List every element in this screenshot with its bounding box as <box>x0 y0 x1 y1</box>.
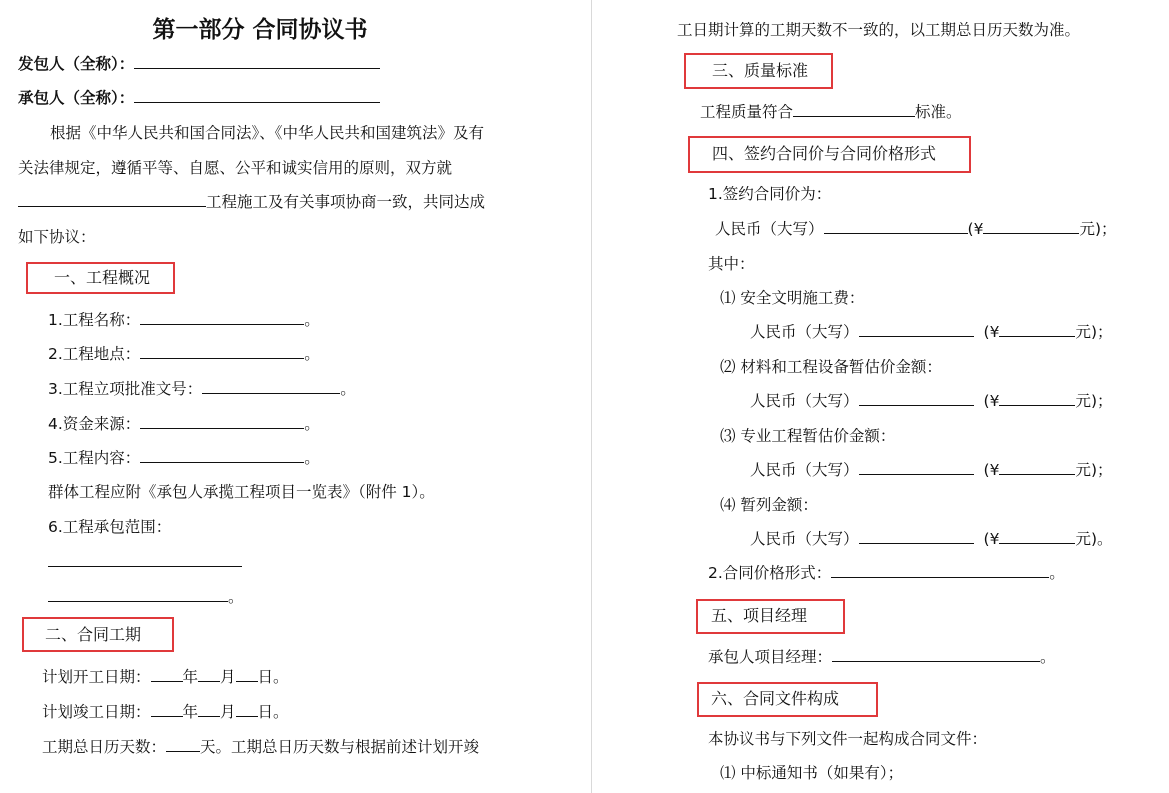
finish-day-blank <box>236 701 258 717</box>
rmb-upper-label: 人民币（大写） <box>715 220 824 238</box>
price-upper-blank <box>824 218 968 234</box>
start-month-blank <box>198 666 220 682</box>
sub-material-estimate: ⑵ 材料和工程设备暂估价金额： <box>720 358 942 376</box>
contract-price-label: 1.签约合同价为： <box>708 185 832 203</box>
item-project-location <box>48 343 320 365</box>
item-project-location-label: 2.工程地点： <box>48 345 141 363</box>
safety-upper-blank <box>859 321 974 337</box>
quality-label: 工程质量符合 <box>700 103 794 121</box>
section-heading-6 <box>697 682 878 717</box>
month-label: 月 <box>220 668 236 686</box>
contractor-label: 承包人（全称）： <box>18 89 135 107</box>
section-heading-5-text: 五、项目经理 <box>711 606 808 625</box>
price-form-line <box>708 562 1065 584</box>
material-upper-blank <box>859 390 974 406</box>
period: 。 <box>228 588 244 606</box>
section-heading-4 <box>688 136 971 173</box>
item-project-name-label: 1.工程名称： <box>48 311 141 329</box>
item-approval-number <box>48 378 356 400</box>
among-label: 其中： <box>708 255 755 273</box>
project-content-blank <box>140 447 304 463</box>
scope-line-1 <box>48 551 242 573</box>
rmb-upper-label: 人民币（大写） <box>750 392 859 410</box>
planned-start-date <box>42 666 289 688</box>
year-label: 年 <box>182 668 199 686</box>
provisional-sum-line <box>750 528 1113 550</box>
scope-blank-1 <box>48 551 242 567</box>
sub-provisional-sum: ⑷ 暂列金额： <box>720 496 818 514</box>
rmb-upper-label: 人民币（大写） <box>750 530 859 548</box>
price-form-blank <box>831 562 1049 578</box>
planned-finish-date <box>42 701 289 723</box>
yuan-label: 元)； <box>1075 323 1113 341</box>
employer-line <box>18 53 380 75</box>
sub-professional-estimate: ⑶ 专业工程暂估价金额： <box>720 427 896 445</box>
professional-upper-blank <box>859 459 974 475</box>
planned-finish-label: 计划竣工日期： <box>42 703 151 721</box>
total-days-blank <box>166 736 200 752</box>
yen-label: (¥ <box>983 323 1000 341</box>
right-page <box>593 0 1169 793</box>
rmb-upper-label: 人民币（大写） <box>750 323 859 341</box>
document-title: 第一部分 合同协议书 <box>152 17 368 43</box>
day-label: 日。 <box>257 703 289 721</box>
period: 。 <box>304 311 320 329</box>
section-heading-3-text: 三、质量标准 <box>712 61 809 80</box>
yuan-label: 元)； <box>1075 392 1113 410</box>
start-year-blank <box>151 666 183 682</box>
section-heading-1 <box>26 262 175 294</box>
intro-line-4: 如下协议： <box>18 228 96 246</box>
intro-line-2: 关法律规定，遵循平等、自愿、公平和诚实信用的原则，双方就 <box>18 159 453 177</box>
yen-label: (¥ <box>983 530 1000 548</box>
section-heading-1-text: 一、工程概况 <box>54 268 151 287</box>
sub-safety-fee: ⑴ 安全文明施工费： <box>720 289 865 307</box>
yuan-label: 元)。 <box>1075 530 1113 548</box>
employer-label: 发包人（全称）： <box>18 55 135 73</box>
item-contract-scope: 6.工程承包范围： <box>48 518 172 536</box>
section-heading-3 <box>684 53 833 89</box>
quality-suffix: 标准。 <box>915 103 962 121</box>
period: 。 <box>340 380 356 398</box>
section-heading-5 <box>696 599 845 634</box>
section-heading-2-text: 二、合同工期 <box>45 625 142 644</box>
contract-price-line <box>715 218 1117 240</box>
material-estimate-line <box>750 390 1113 412</box>
start-day-blank <box>236 666 258 682</box>
yuan-label: 元)； <box>1079 220 1117 238</box>
item-fund-source-label: 4.资金来源： <box>48 415 141 433</box>
project-blank <box>18 191 206 207</box>
yuan-label: 元)； <box>1075 461 1113 479</box>
project-manager-line <box>708 646 1056 668</box>
intro-line-3-text: 工程施工及有关事项协商一致，共同达成 <box>206 193 486 211</box>
intro-line-1: 根据《中华人民共和国合同法》、《中华人民共和国建筑法》及有 <box>50 124 485 142</box>
price-yen-blank <box>983 218 1079 234</box>
item-fund-source <box>48 413 320 435</box>
section-heading-6-text: 六、合同文件构成 <box>711 689 840 708</box>
professional-yen-blank <box>999 459 1075 475</box>
finish-year-blank <box>151 701 183 717</box>
total-days-rest: 天。工期总日历天数与根据前述计划开竣 <box>200 738 480 756</box>
item-approval-number-label: 3.工程立项批准文号： <box>48 380 203 398</box>
project-location-blank <box>140 343 304 359</box>
total-days-label: 工期总日历天数： <box>42 738 167 756</box>
yen-label: (¥ <box>983 461 1000 479</box>
period: 。 <box>304 415 320 433</box>
group-project-note: 群体工程应附《承包人承揽工程项目一览表》（附件 1）。 <box>48 483 435 501</box>
rmb-upper-label: 人民币（大写） <box>750 461 859 479</box>
quality-blank <box>793 101 915 117</box>
planned-start-label: 计划开工日期： <box>42 668 151 686</box>
period: 。 <box>304 345 320 363</box>
safety-yen-blank <box>999 321 1075 337</box>
period: 。 <box>304 449 320 467</box>
intro-line-3 <box>18 191 485 213</box>
price-form-label: 2.合同价格形式： <box>708 564 832 582</box>
provisional-yen-blank <box>999 528 1075 544</box>
project-name-blank <box>140 309 304 325</box>
period: 。 <box>1049 564 1065 582</box>
quality-standard-line <box>700 101 962 123</box>
project-manager-blank <box>832 646 1040 662</box>
section-heading-4-text: 四、签约合同价与合同价格形式 <box>712 144 937 163</box>
employer-blank <box>134 53 380 69</box>
finish-month-blank <box>198 701 220 717</box>
contractor-blank <box>134 87 380 103</box>
item-project-content-label: 5.工程内容： <box>48 449 141 467</box>
fund-source-blank <box>140 413 304 429</box>
documents-intro: 本协议书与下列文件一起构成合同文件： <box>708 730 988 748</box>
continued-line: 工日期计算的工期天数不一致的，以工期总日历天数为准。 <box>677 21 1081 39</box>
doc-bid-notice: ⑴ 中标通知书（如果有）； <box>720 764 904 782</box>
provisional-upper-blank <box>859 528 974 544</box>
yen-label: (¥ <box>983 392 1000 410</box>
scope-blank-2 <box>48 586 228 602</box>
item-project-name <box>48 309 320 331</box>
scope-line-2 <box>48 586 244 608</box>
year-label: 年 <box>182 703 199 721</box>
project-manager-label: 承包人项目经理： <box>708 648 833 666</box>
period: 。 <box>1040 648 1056 666</box>
approval-number-blank <box>202 378 340 394</box>
safety-fee-line <box>750 321 1113 343</box>
material-yen-blank <box>999 390 1075 406</box>
item-project-content <box>48 447 320 469</box>
professional-estimate-line <box>750 459 1113 481</box>
yen-label: (¥ <box>967 220 984 238</box>
month-label: 月 <box>220 703 236 721</box>
total-calendar-days <box>42 736 479 758</box>
section-heading-2 <box>22 617 174 652</box>
day-label: 日。 <box>257 668 289 686</box>
contractor-line <box>18 87 380 109</box>
